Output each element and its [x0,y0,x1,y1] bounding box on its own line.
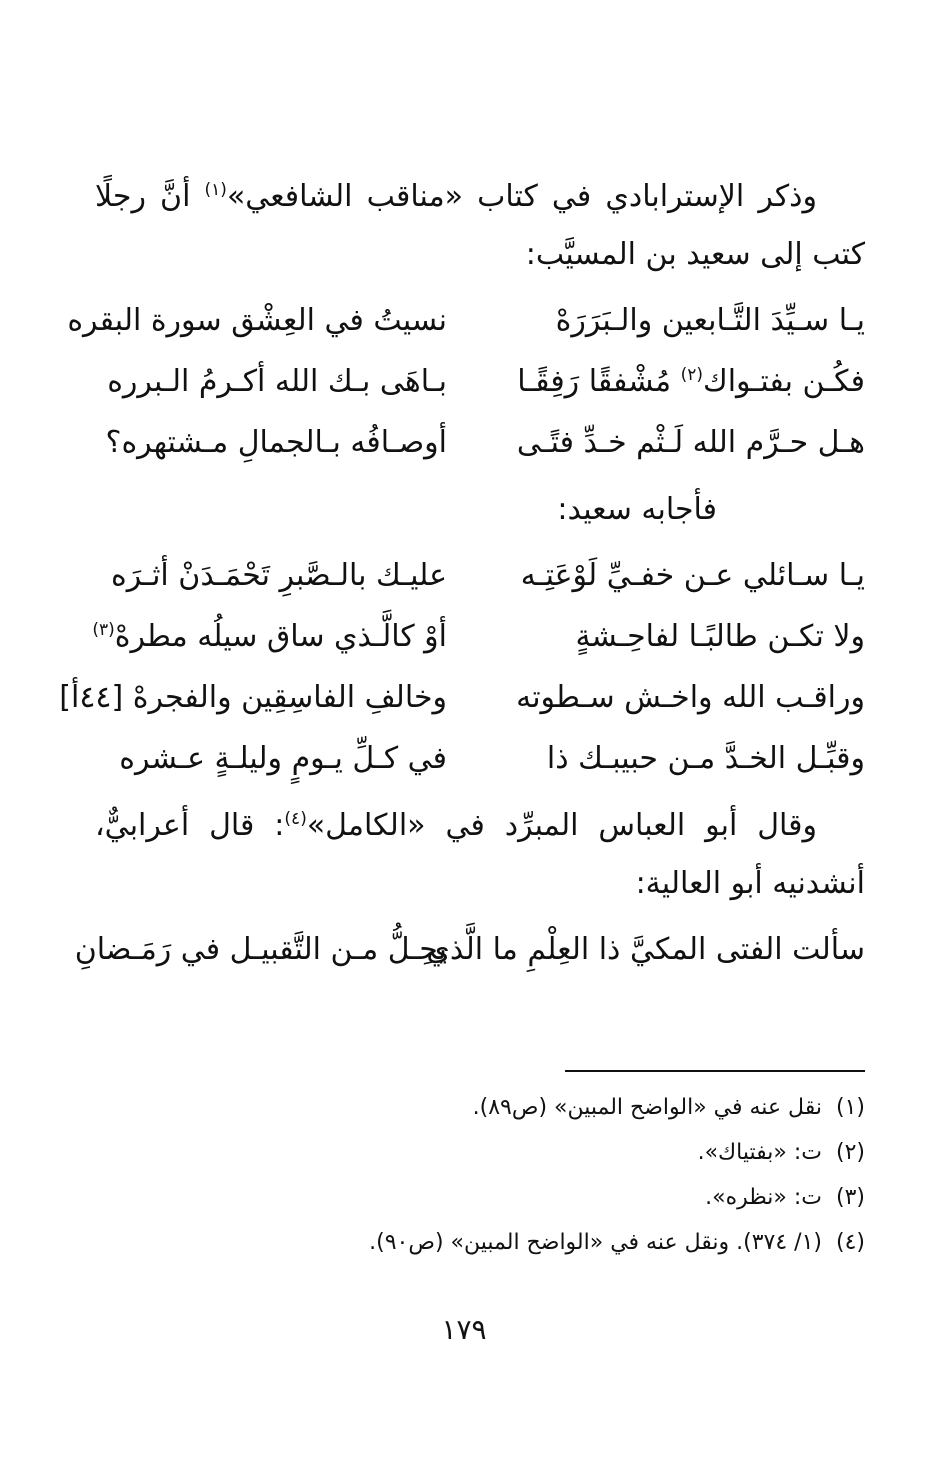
verse [92,606,865,667]
verse [95,728,865,789]
poem-3 [74,919,865,980]
verse-second-hemistich: يحِـلُّ مـن التَّقبيـل في رَمَـضانِ [74,932,447,967]
verse [74,919,865,980]
verse-second-hemistich: وخالفِ الفاسِقِين والفجرهْ [٤٤أ] [59,680,447,715]
footnote [305,1085,865,1130]
footnote-number: (١) [835,1095,865,1120]
verse-first-hemistich: هـل حـرَّم الله لَـثْم خـدِّ فتًـى [516,425,865,460]
intro-paragraph-1 [95,168,865,284]
footnote-ref-1: (١) [204,180,227,200]
footnote-number: (٢) [835,1140,865,1165]
verse [67,290,865,351]
footnote-number: (٣) [835,1185,865,1210]
verse-first-hemistich: يـا سـيِّدَ التَّـابعين والـبَرَرَهْ [555,303,865,338]
footnote-divider [565,1070,865,1072]
verse-second-hemistich-part: أوْ كالَّـذي ساق سيلُه مطرهْ [114,619,447,654]
footnotes [305,1085,865,1265]
verse-second-hemistich: بـاهَى بـك الله أكـرمُ الـبرره [107,364,447,399]
footnote-ref-2: (٢) [680,365,703,385]
verse-second-hemistich: نسيتُ في العِشْق سورة البقره [67,303,447,338]
poem-1 [67,290,865,473]
verse [95,351,865,412]
intro-2-text-after: : قال أعرابيٌّ، أنشدنيه أبو العالية: [95,808,865,901]
verse-first-hemistich: ولا تكـن طالبًـا لفاحِـشةٍ [575,619,865,654]
verse-first-hemistich: وراقـب الله واخـش سـطوته [516,680,865,715]
verse-first-hemistich: وقبِّـل الخـدَّ مـن حبيبـك ذا [546,741,865,776]
footnote-text: نقل عنه في «الواضح المبين» (ص٨٩). [472,1095,822,1120]
verse-first-hemistich [513,364,865,399]
verse-second-hemistich: عليـك بالـصَّبرِ تَحْمَـدَنْ أثـرَه [111,558,447,593]
verse-second-hemistich: أوصـافُه بـالجمالِ مـشتهره؟ [105,425,447,460]
intro-1-text: وذكر الإسترابادي في كتاب «مناقب الشافعي» [226,179,818,214]
footnote [305,1175,865,1220]
page-number: ١٧٩ [441,1313,487,1346]
verse-first-hemistich-part: فكُـن بفتـواك [703,364,865,399]
footnote-ref-3: (٣) [92,620,115,640]
verse [59,667,865,728]
verse-first-hemistich: يـا سـائلي عـن خفـيِّ لَوْعَتِـه [520,558,865,593]
footnote [305,1220,865,1265]
verse [95,412,865,473]
footnote-text: ت: «نظره». [705,1185,822,1210]
verse [95,545,865,606]
footnote-text: ت: «بفتياك». [697,1140,822,1165]
page-body [59,168,865,988]
reply-line: فأجابه سعيد: [557,492,717,527]
intro-2-text: وقال أبو العباس المبرِّد في «الكامل» [306,808,817,843]
footnote [305,1130,865,1175]
footnote-ref-4: (٤) [284,809,307,829]
intro-1-text-after: أنَّ رجلًا كتب إلى سعيد بن المسيَّب: [95,179,865,272]
footnote-number: (٤) [835,1230,865,1255]
footnote-text: (١/ ٣٧٤). ونقل عنه في «الواضح المبين» (ص٩٠). [369,1230,822,1255]
verse-first-hemistich-part: مُشْفقًا رَفِقًـا [517,364,681,399]
poem-2 [59,545,865,789]
verse-second-hemistich: في كـلِّ يـومٍ وليلـةٍ عـشره [119,741,447,776]
verse-second-hemistich [92,619,447,654]
intro-paragraph-2 [95,797,865,913]
verse-first-hemistich: سألت الفتى المكيَّ ذا العِلْمِ ما الَّذي [426,932,865,967]
